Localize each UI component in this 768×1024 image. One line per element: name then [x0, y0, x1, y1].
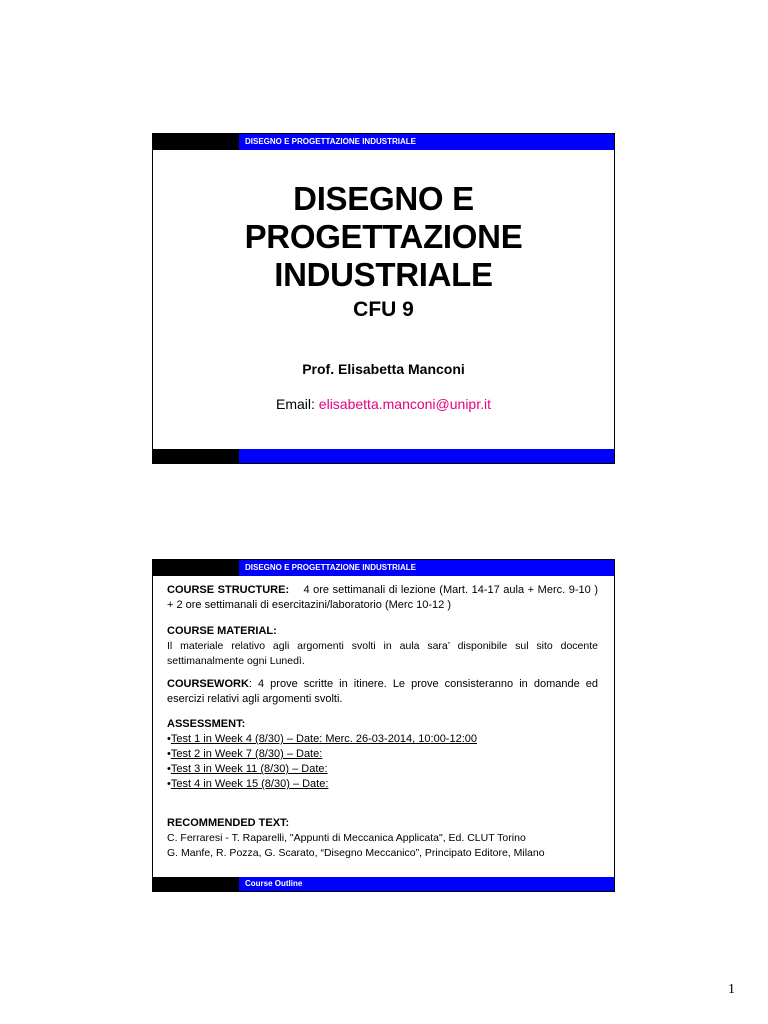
course-structure-text: 4 ore settimanali di lezione (Mart. 14-17 aula + Merc. 9-10 ) + 2 ore settimanali di esercitazini/laboratorio (Merc 10-12 ) — [167, 584, 598, 611]
slide-header-bar — [153, 134, 614, 150]
recommended-text-section — [167, 816, 598, 861]
email-link[interactable]: elisabetta.manconi@unipr.it — [318, 396, 491, 412]
assessment-label: ASSESSMENT: — [167, 718, 246, 730]
slide-title-line-1: DISEGNO E — [293, 180, 474, 217]
assessment-item: •Test 1 in Week 4 (8/30) – Date: Merc. 26-03-2014, 10:00-12:00 — [167, 733, 477, 745]
assessment-item: •Test 4 in Week 15 (8/30) – Date: — [167, 778, 329, 790]
coursework-section — [167, 677, 598, 707]
course-outline-slide — [152, 559, 615, 892]
course-structure-section — [167, 583, 598, 613]
slide-header-text: DISEGNO E PROGETTAZIONE INDUSTRIALE — [245, 137, 416, 146]
email-label: Email: — [276, 396, 315, 412]
assessment-section — [167, 717, 598, 792]
slide-footer-bar — [153, 877, 614, 891]
footer-black-block — [153, 877, 239, 891]
slide-subtitle: CFU 9 — [353, 298, 414, 321]
coursework-text: : 4 prove scritte in itinere. Le prove consisteranno in domande ed esercizi relativi agli argomenti svolti. — [167, 678, 598, 705]
header-black-block — [153, 560, 239, 576]
recommended-label: RECOMMENDED TEXT: — [167, 817, 290, 829]
email-line — [153, 396, 614, 412]
assessment-item: •Test 2 in Week 7 (8/30) – Date: — [167, 748, 323, 760]
slide-header-bar — [153, 560, 614, 576]
recommended-item: C. Ferraresi - T. Raparelli, "Appunti di Meccanica Applicata", Ed. CLUT Torino — [167, 832, 526, 844]
assessment-item: •Test 3 in Week 11 (8/30) – Date: — [167, 763, 328, 775]
course-material-label: COURSE MATERIAL: — [167, 625, 277, 637]
title-slide — [152, 133, 615, 464]
slide-footer-bar — [153, 449, 614, 463]
course-structure-label: COURSE STRUCTURE: — [167, 584, 290, 596]
slide-title-line-3: INDUSTRIALE — [274, 256, 493, 293]
header-black-block — [153, 134, 239, 150]
course-material-text: Il materiale relativo agli argomenti svolti in aula sara’ disponibile sul sito docente settimanalmente ogni Lunedì. — [167, 640, 598, 667]
slide-header-text: DISEGNO E PROGETTAZIONE INDUSTRIALE — [245, 563, 416, 572]
course-material-section — [167, 624, 598, 669]
slide-footer-text: Course Outline — [245, 879, 303, 888]
footer-black-block — [153, 449, 239, 463]
recommended-item: G. Manfe, R. Pozza, G. Scarato, “Disegno Meccanico”, Principato Editore, Milano — [167, 847, 545, 859]
slide-title-line-2: PROGETTAZIONE — [244, 218, 523, 255]
page-number: 1 — [728, 982, 735, 997]
professor-name: Prof. Elisabetta Manconi — [302, 361, 465, 377]
coursework-label: COURSEWORK — [167, 678, 249, 690]
